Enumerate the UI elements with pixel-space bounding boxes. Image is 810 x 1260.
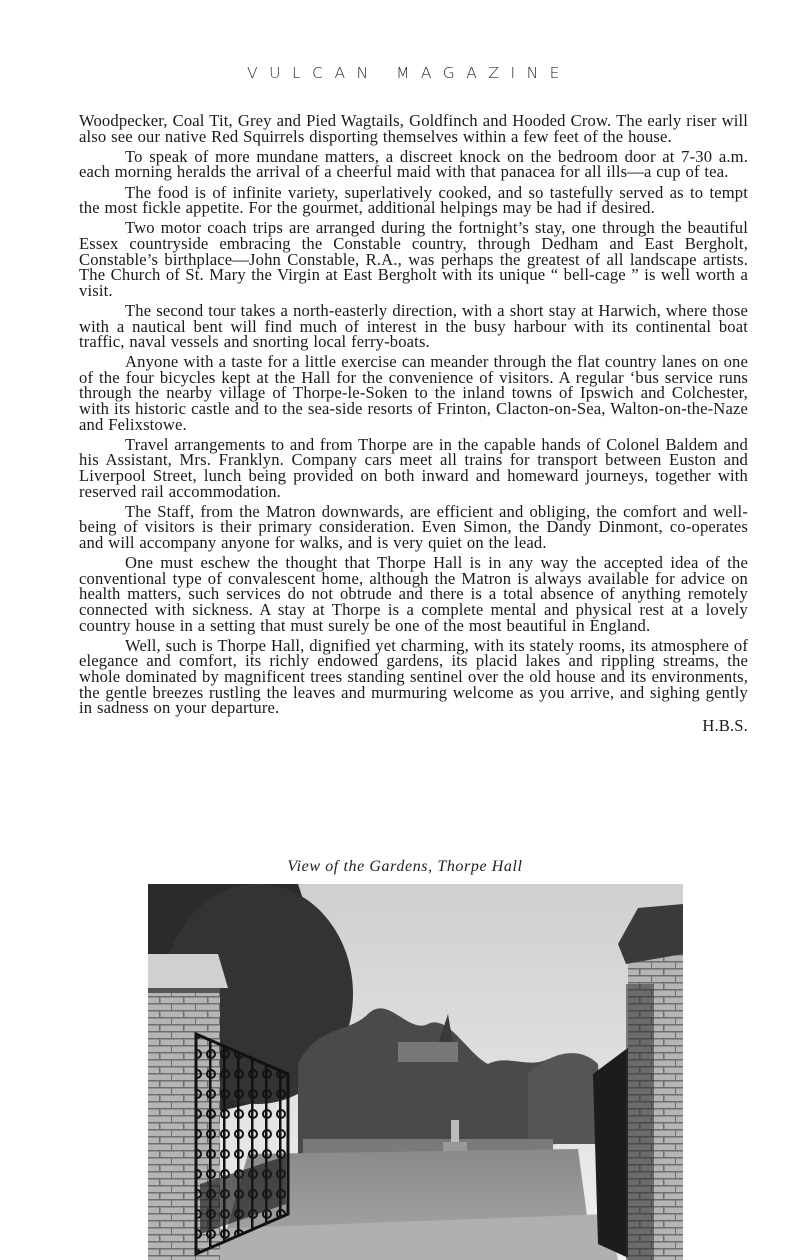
paragraph-exercise: Anyone with a taste for a little exercise can meander through the flat country lanes on one of the four bicycles kept at the Hall for the convenience of visitors. A regular ‘bus service runs through the nearby village of Thorpe-le-Soken to the inland towns of Ipswich and Colchester, with its historic castle and to the sea-side resorts of Frinton, Clacton-on-Sea, Walton-on-the-Naze and Felixstowe. [79, 352, 748, 434]
paragraph-coach-trips: Two motor coach trips are arranged during the fortnight’s stay, one through the beautiful Essex countryside embracing the Constable country, through Dedham and East Bergholt, Constable’s birthplace—John Constable, R.A., was perhaps the greatest of all landscape artists. The Church of St. Mary the Virgin at East Bergholt with its unique “ bell-cage ” is well worth a visit. [79, 218, 748, 300]
paragraph-convalescent: One must eschew the thought that Thorpe Hall is in any way the accepted idea of the conventional type of convalescent home, although the Matron is always available for advice on health matters, such services do not obtrude and there is a total absence of anything remotely connected with sickness. A stay at Thorpe is a complete mental and physical rest at a lovely country house in a setting that must surely be one of the most beautiful in England. [79, 553, 748, 635]
article-body [79, 113, 748, 733]
garden-photograph [148, 884, 683, 1260]
author-signature: H.B.S. [702, 715, 748, 735]
running-header: VULCAN MAGAZINE [247, 64, 571, 82]
paragraph-second-tour: The second tour takes a north-easterly direction, with a short stay at Harwich, where those with a nautical bent will find much of interest in the busy harbour with its continental boat traffic, naval vessels and snorting local ferry-boats. [79, 300, 748, 352]
garden-gate-image [148, 884, 683, 1260]
paragraph-staff: The Staff, from the Matron downwards, are efficient and obliging, the comfort and well-being of visitors is their primary consideration. Even Simon, the Dandy Dinmont, co-operates and will accompany anyone for walks, and is very quiet on the lead. [79, 501, 748, 552]
paragraph-conclusion: Well, such is Thorpe Hall, dignified yet charming, with its stately rooms, its atmosphere of elegance and comfort, its richly endowed gardens, its placid lakes and rippling streams, the whole dominated by magnificent trees standing sentinel over the old house and its environments, the gentle breezes rustling the leaves and murmuring welcome as you arrive, and sighing gently in sadness on your departure. [79, 635, 748, 718]
paragraph-food: The food is of infinite variety, superlatively cooked, and so tastefully served as to tempt the most fickle appetite. For the gourmet, additional helpings may be had if desired. [79, 182, 748, 218]
paragraph-morning-tea: To speak of more mundane matters, a discreet knock on the bedroom door at 7-30 a.m. each morning heralds the arrival of a cheerful maid with that panacea for all ills—a cup of tea. [79, 146, 748, 182]
paragraph-birds: Woodpecker, Coal Tit, Grey and Pied Wagtails, Goldfinch and Hooded Crow. The early riser will also see our native Red Squirrels disporting themselves within a few feet of the house. [79, 111, 748, 146]
figure-caption: View of the Gardens, Thorpe Hall [287, 858, 523, 875]
paragraph-travel: Travel arrangements to and from Thorpe are in the capable hands of Colonel Baldem and his Assistant, Mrs. Franklyn. Company cars meet all trains for transport between Euston and Liverpool Street, lunch being provided on both inward and homeward journeys, together with reserved rail accommodation. [79, 434, 748, 501]
